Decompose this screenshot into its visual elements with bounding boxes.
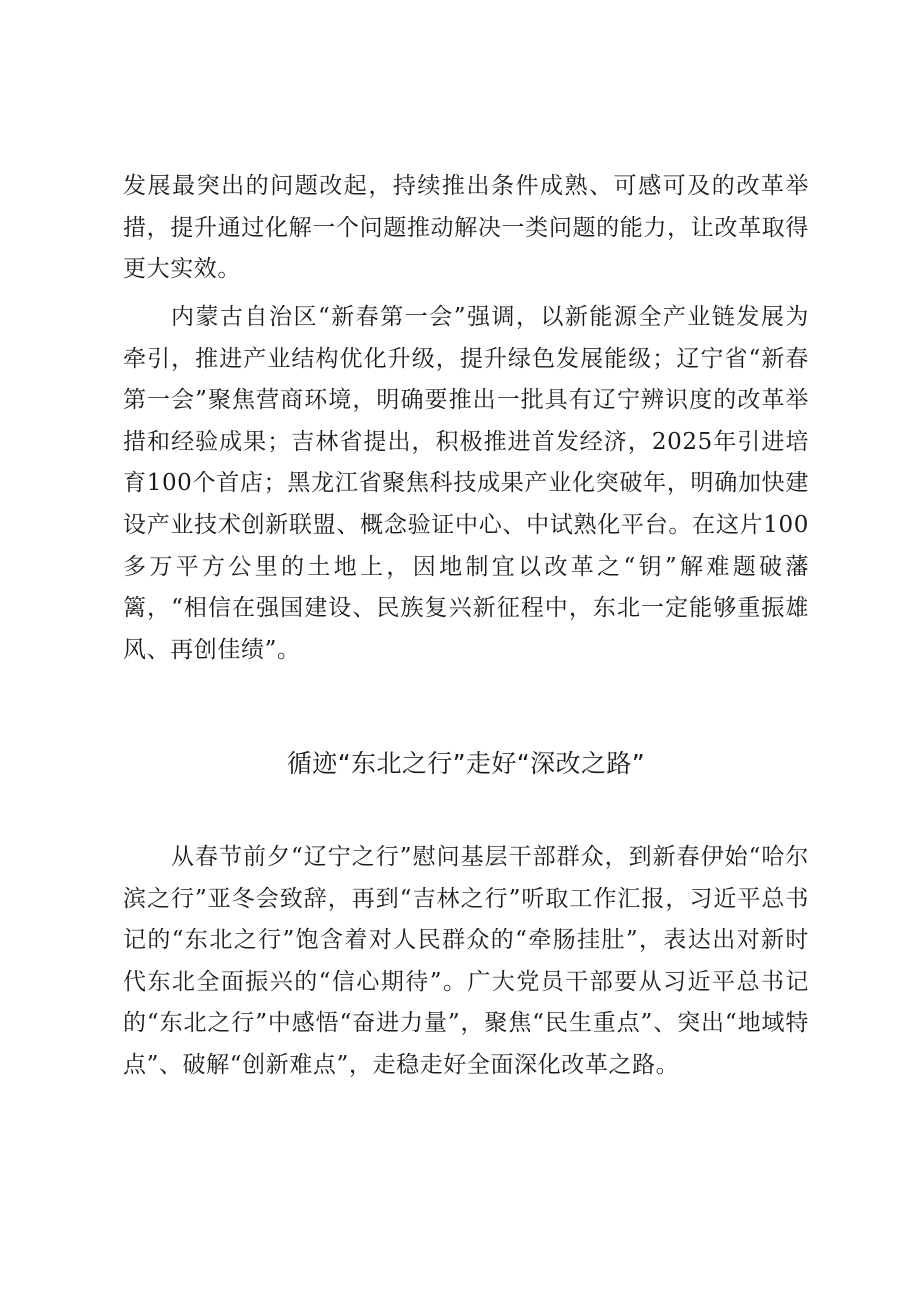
paragraph-continued: 发展最突出的问题改起，持续推出条件成熟、可感可及的改革举措，提升通过化解一个问题推动解决一类问题的能力，让改革取得更大实效。	[123, 173, 809, 283]
paragraph-regional-meetings: 内蒙古自治区“新春第一会”强调，以新能源全产业链发展为牵引，推进产业结构优化升级，提升绿色发展能级；辽宁省“新春第一会”聚焦营商环境，明确要推出一批具有辽宁辨识度的改革举措和经验成果；吉林省提出，积极推进首发经济，2025年引进培育100个首店；黑龙江省聚焦科技成果产业化突破年，明确加快建设产业技术创新联盟、概念验证中心、中试熟化平台。在这片100多万平方公里的土地上，因地制宜以改革之“钥”解难题破藩篱，“相信在强国建设、民族复兴新征程中，东北一定能够重振雄风、再创佳绩”。	[123, 304, 809, 663]
paragraph-northeast-trip: 从春节前夕“辽宁之行”慰问基层干部群众，到新春伊始“哈尔滨之行”亚冬会致辞，再到“吉林之行”听取工作汇报，习近平总书记的“东北之行”饱含着对人民群众的“牵肠挂肚”，表达出对新时代东北全面振兴的“信心期待”。广大党员干部要从习近平总书记的“东北之行”中感悟“奋进力量”，聚焦“民生重点”、突出“地域特点”、破解“创新难点”，走稳走好全面深化改革之路。	[123, 844, 809, 1078]
section-heading: 循迹“东北之行”走好“深改之路”	[286, 749, 646, 778]
